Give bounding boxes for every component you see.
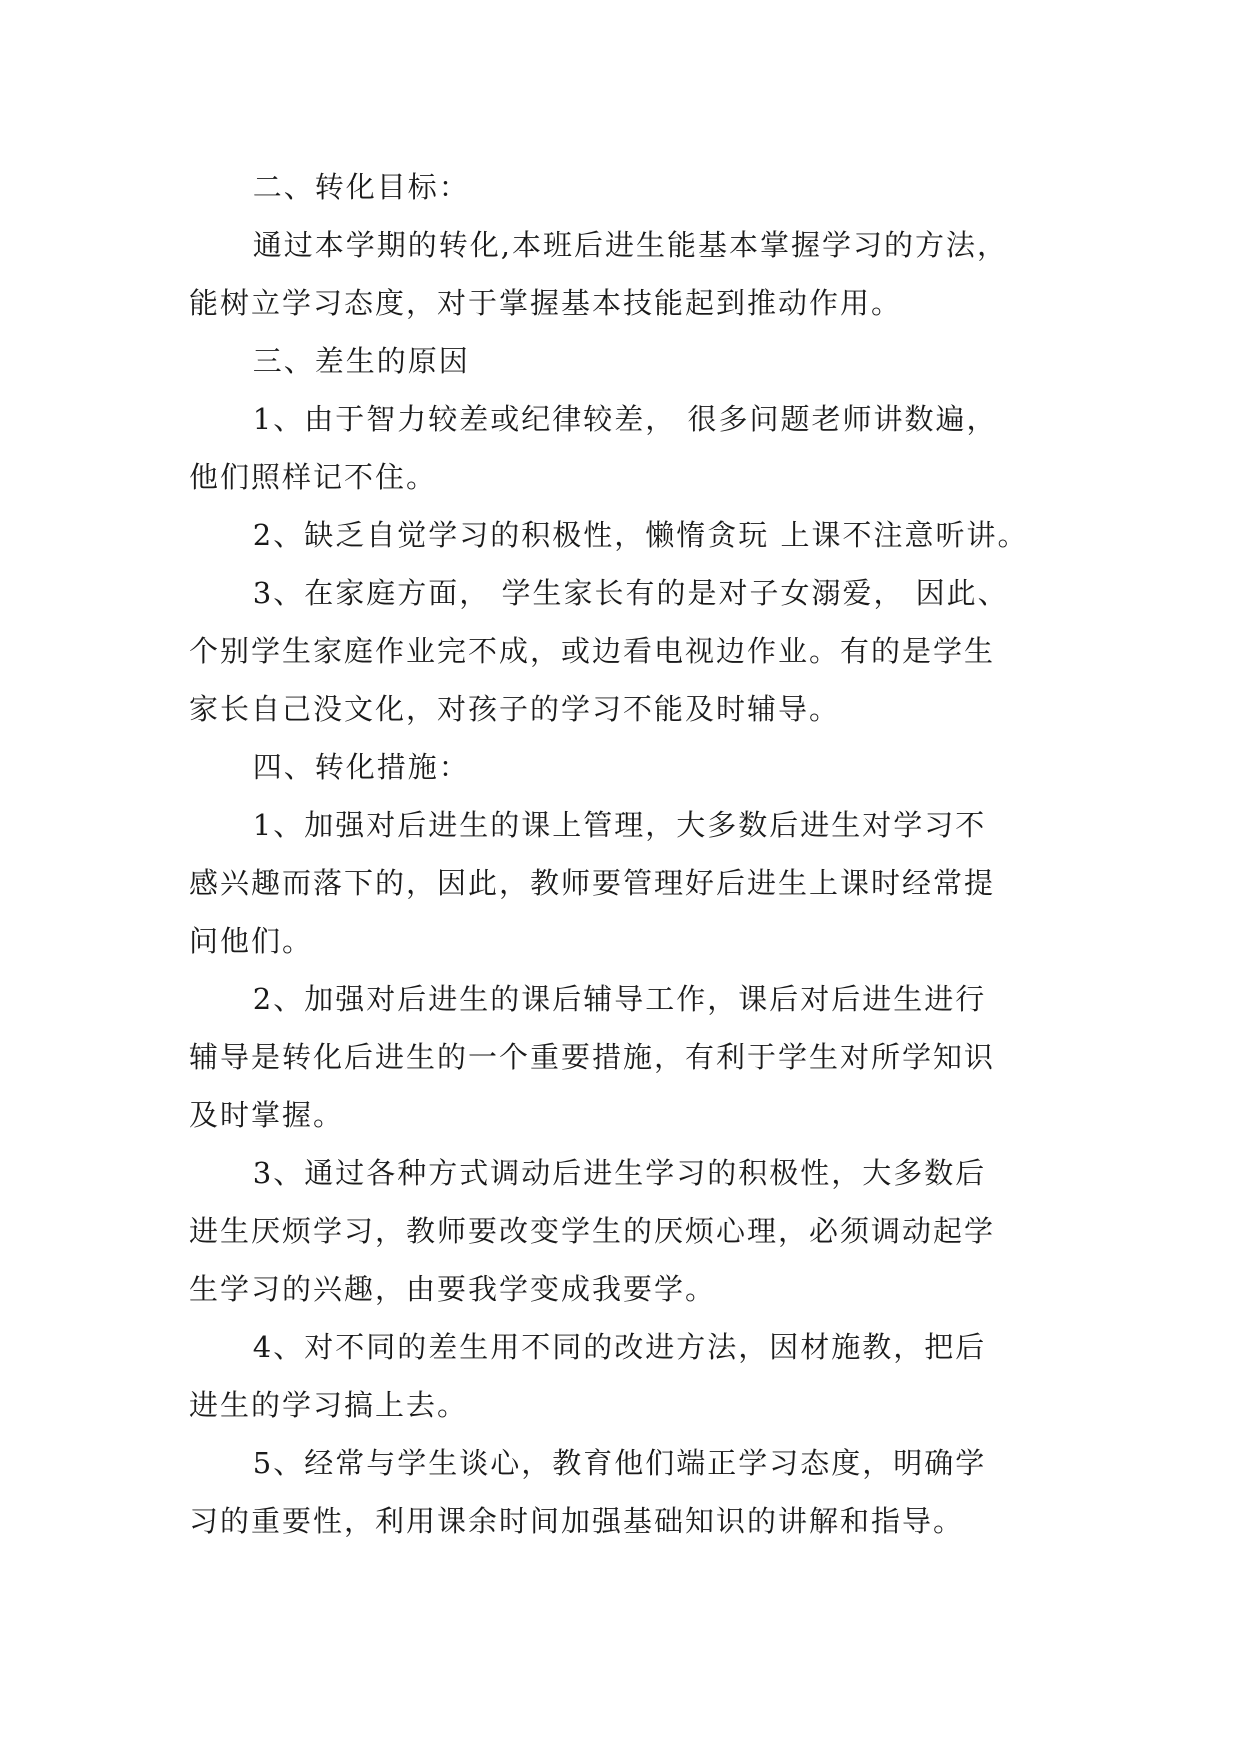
text-line: 通过本学期的转化,本班后进生能基本掌握学习的方法， (252, 228, 1009, 262)
text-line: 1、加强对后进生的课上管理，大多数后进生对学习不 (252, 808, 987, 842)
text-line: 2、加强对后进生的课后辅导工作，课后对后进生进行 (252, 982, 987, 1016)
heading-measures (189, 738, 1059, 796)
text-line: 及时掌握。 (189, 1098, 345, 1132)
paragraph-measure-3 (189, 1144, 1059, 1318)
text-line: 4、对不同的差生用不同的改进方法，因材施教，把后 (252, 1330, 987, 1364)
paragraph-reason-3 (189, 564, 1059, 738)
paragraph-reason-2 (189, 506, 1059, 564)
document-body (189, 158, 1059, 1550)
text-line: 1、由于智力较差或纪律较差， 很多问题老师讲数遍， (252, 402, 998, 436)
paragraph-measure-1 (189, 796, 1059, 970)
text-line: 他们照样记不住。 (189, 460, 438, 494)
text-line: 能树立学习态度，对于掌握基本技能起到推动作用。 (189, 286, 903, 320)
text-line: 生学习的兴趣，由要我学变成我要学。 (189, 1272, 717, 1306)
text-line: 2、缺乏自觉学习的积极性，懒惰贪玩 上课不注意听讲。 (252, 518, 1029, 552)
text-line: 3、在家庭方面， 学生家长有的是对子女溺爱， 因此、 (252, 576, 1009, 610)
paragraph-goals (189, 216, 1059, 332)
text-line: 个别学生家庭作业完不成，或边看电视边作业。有的是学生 (189, 634, 996, 668)
text-line: 3、通过各种方式调动后进生学习的积极性，大多数后 (252, 1156, 987, 1190)
text-line: 感兴趣而落下的，因此，教师要管理好后进生上课时经常提 (189, 866, 996, 900)
text-line: 三、差生的原因 (252, 344, 470, 378)
text-line: 二、转化目标： (252, 170, 470, 204)
text-line: 家长自己没文化，对孩子的学习不能及时辅导。 (189, 692, 841, 726)
paragraph-measure-5 (189, 1434, 1059, 1550)
text-line: 进生的学习搞上去。 (189, 1388, 469, 1422)
text-line: 进生厌烦学习，教师要改变学生的厌烦心理，必须调动起学 (189, 1214, 996, 1248)
paragraph-measure-2 (189, 970, 1059, 1144)
heading-reasons (189, 332, 1059, 390)
text-line: 习的重要性，利用课余时间加强基础知识的讲解和指导。 (189, 1504, 965, 1538)
text-line: 问他们。 (189, 924, 314, 958)
paragraph-measure-4 (189, 1318, 1059, 1434)
text-line: 5、经常与学生谈心，教育他们端正学习态度，明确学 (252, 1446, 987, 1480)
text-line: 四、转化措施： (252, 750, 470, 784)
heading-goals (189, 158, 1059, 216)
paragraph-reason-1 (189, 390, 1059, 506)
text-line: 辅导是转化后进生的一个重要措施，有利于学生对所学知识 (189, 1040, 996, 1074)
